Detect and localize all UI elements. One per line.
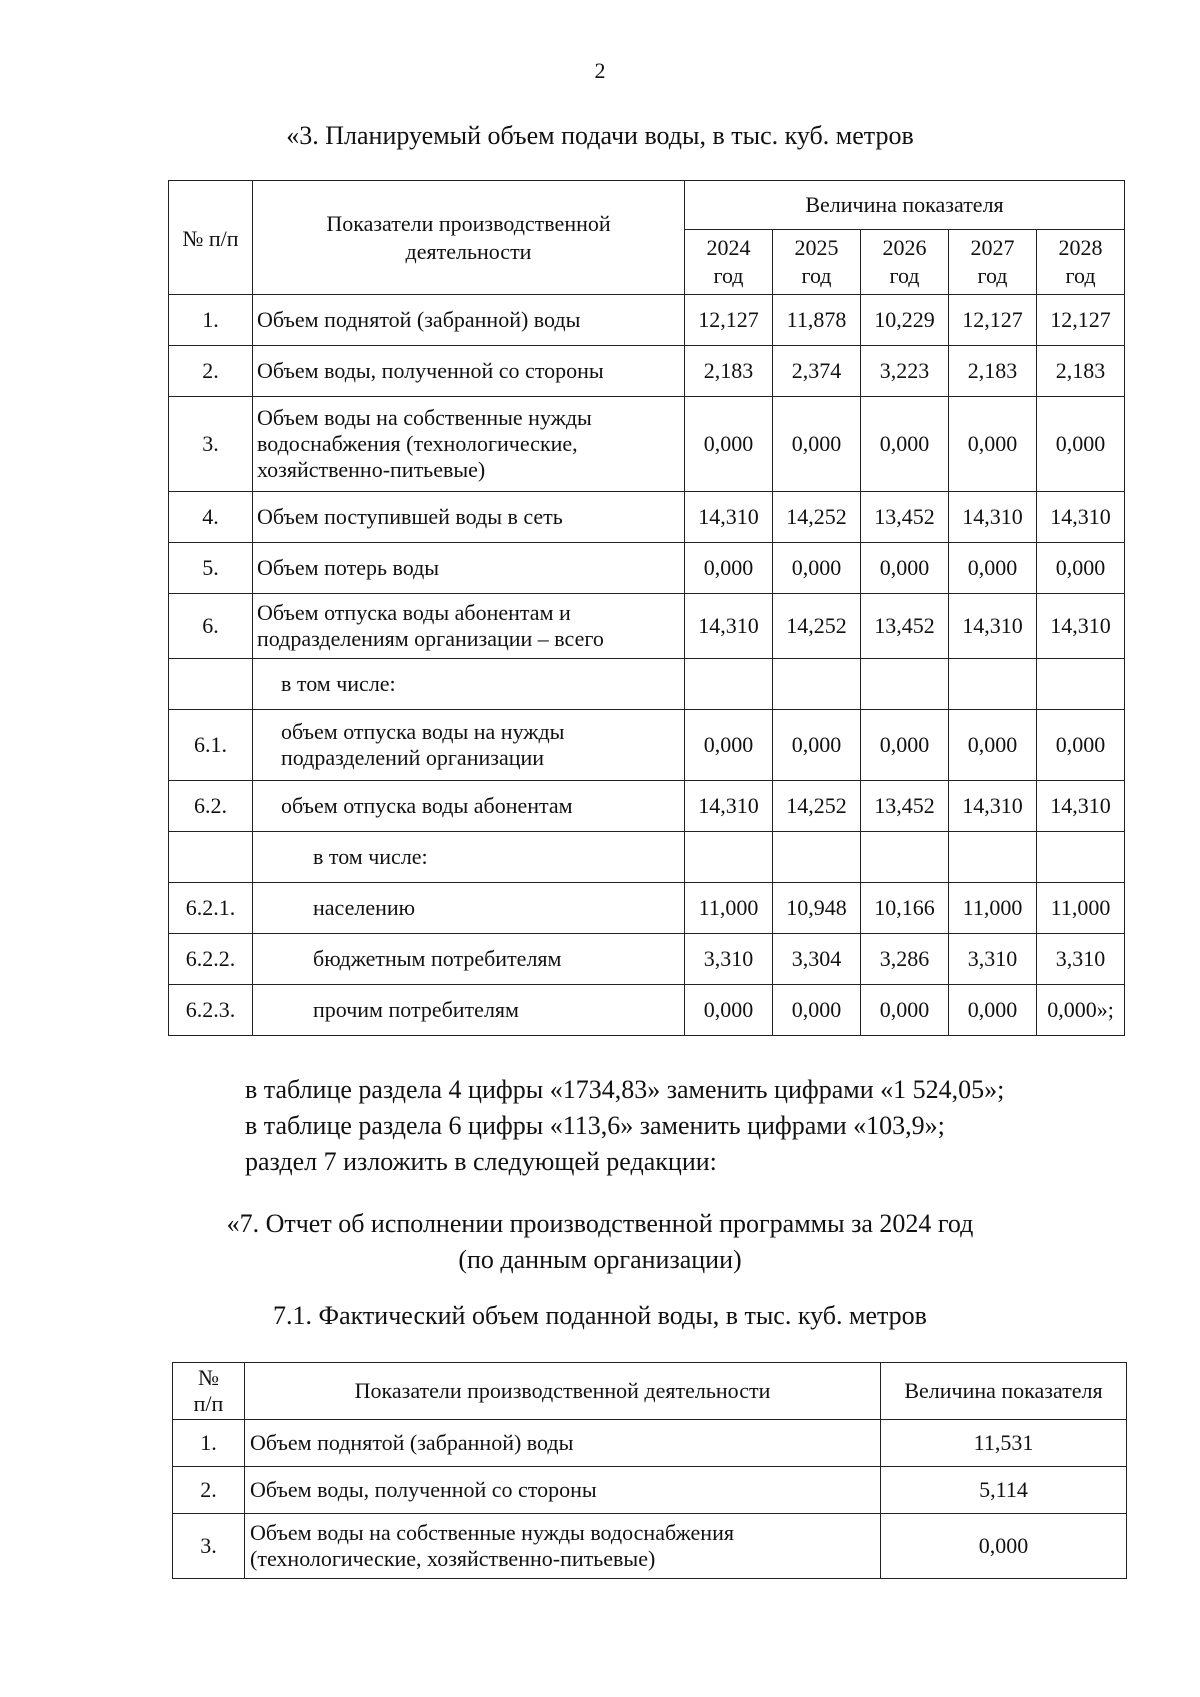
row-num [169, 832, 253, 883]
row-value: 0,000 [861, 397, 949, 492]
row-num: 3. [173, 1514, 245, 1579]
row-label: объем отпуска воды абонентам [253, 781, 685, 832]
row-value: 0,000 [773, 985, 861, 1036]
row-label: населению [253, 883, 685, 934]
header-year: 2025 год [773, 230, 861, 295]
header-indicator: Показатели производственной деятельности [253, 181, 685, 295]
table-row [173, 1420, 1127, 1467]
table-row [169, 883, 1125, 934]
section3-table [168, 180, 1125, 1036]
table-row [169, 710, 1125, 781]
table-header-row [173, 1363, 1127, 1420]
section7-title-sub: (по данным организации) [458, 1245, 742, 1274]
table-row [169, 594, 1125, 659]
row-label: Объем воды на собственные нужды водоснабжения (технологические, хозяйственно-питьевые) [245, 1514, 881, 1579]
header-value-group: Величина показателя [685, 181, 1125, 230]
row-value: 0,000 [861, 543, 949, 594]
row-value: 2,374 [773, 346, 861, 397]
row-value: 13,452 [861, 492, 949, 543]
row-label: прочим потребителям [253, 985, 685, 1036]
row-value: 3,310 [949, 934, 1037, 985]
row-value: 0,000 [949, 397, 1037, 492]
section3-title: «3. Планируемый объем подачи воды, в тыс. куб. метров [286, 121, 914, 150]
table-row [169, 985, 1125, 1036]
row-value [861, 659, 949, 710]
row-value: 0,000 [881, 1514, 1127, 1579]
row-value: 12,127 [685, 295, 773, 346]
table-row [169, 492, 1125, 543]
row-value [685, 832, 773, 883]
table-row [169, 295, 1125, 346]
row-num: 6.1. [169, 710, 253, 781]
table-row [173, 1514, 1127, 1579]
row-label: Объем воды на собственные нужды водоснабжения (технологические, хозяйственно-питьевые) [253, 397, 685, 492]
row-num: 1. [173, 1420, 245, 1467]
row-label: Объем поднятой (забранной) воды [245, 1420, 881, 1467]
row-value [773, 659, 861, 710]
row-label: в том числе: [253, 832, 685, 883]
row-num: 6.2. [169, 781, 253, 832]
row-value: 14,310 [1037, 492, 1125, 543]
row-value: 10,948 [773, 883, 861, 934]
row-label: Объем поступившей воды в сеть [253, 492, 685, 543]
row-value: 5,114 [881, 1467, 1127, 1514]
row-label: Объем воды, полученной со стороны [253, 346, 685, 397]
row-value: 14,310 [685, 781, 773, 832]
row-value: 0,000 [685, 397, 773, 492]
row-value: 0,000 [1037, 710, 1125, 781]
table-row [169, 543, 1125, 594]
row-value: 10,229 [861, 295, 949, 346]
table-row [169, 397, 1125, 492]
row-num: 2. [173, 1467, 245, 1514]
row-value: 11,531 [881, 1420, 1127, 1467]
table-row [173, 1467, 1127, 1514]
row-label: Объем потерь воды [253, 543, 685, 594]
amendment-line: в таблице раздела 6 цифры «113,6» заменить цифрами «103,9»; [245, 1111, 945, 1140]
row-value: 14,310 [949, 492, 1037, 543]
amendment-line: раздел 7 изложить в следующей редакции: [245, 1147, 717, 1176]
row-value: 3,310 [685, 934, 773, 985]
row-num: 6.2.3. [169, 985, 253, 1036]
row-value: 13,452 [861, 781, 949, 832]
row-value: 0,000 [773, 543, 861, 594]
header-value: Величина показателя [881, 1363, 1127, 1420]
row-num [169, 659, 253, 710]
row-value: 0,000 [685, 543, 773, 594]
row-value: 2,183 [685, 346, 773, 397]
row-value: 0,000 [685, 710, 773, 781]
row-value: 11,000 [949, 883, 1037, 934]
row-value: 14,310 [949, 594, 1037, 659]
row-label: Объем поднятой (забранной) воды [253, 295, 685, 346]
row-value: 14,310 [1037, 594, 1125, 659]
table-row [169, 832, 1125, 883]
row-value: 0,000 [685, 985, 773, 1036]
row-value [861, 832, 949, 883]
row-value: 3,286 [861, 934, 949, 985]
row-value: 0,000 [1037, 543, 1125, 594]
table-row [169, 346, 1125, 397]
header-year: 2026 год [861, 230, 949, 295]
row-value: 14,252 [773, 594, 861, 659]
row-num: 5. [169, 543, 253, 594]
row-value: 2,183 [1037, 346, 1125, 397]
row-value: 12,127 [949, 295, 1037, 346]
table-header-row [169, 181, 1125, 230]
row-value: 10,166 [861, 883, 949, 934]
row-label: в том числе: [253, 659, 685, 710]
row-value [773, 832, 861, 883]
row-value [949, 659, 1037, 710]
row-num: 6.2.2. [169, 934, 253, 985]
row-value: 3,223 [861, 346, 949, 397]
row-value: 0,000 [861, 710, 949, 781]
header-year: 2027 год [949, 230, 1037, 295]
row-value [1037, 832, 1125, 883]
row-value: 0,000»; [1037, 985, 1125, 1036]
row-value: 0,000 [773, 397, 861, 492]
table-row [169, 659, 1125, 710]
page-number: 2 [594, 58, 606, 83]
row-value: 0,000 [773, 710, 861, 781]
row-value: 13,452 [861, 594, 949, 659]
row-num: 2. [169, 346, 253, 397]
row-value: 14,310 [685, 594, 773, 659]
section7-1-title: 7.1. Фактический объем поданной воды, в тыс. куб. метров [273, 1301, 927, 1330]
header-num: № п/п [169, 181, 253, 295]
row-value: 0,000 [861, 985, 949, 1036]
row-label: Объем воды, полученной со стороны [245, 1467, 881, 1514]
header-num: № п/п [173, 1363, 245, 1420]
row-value: 0,000 [949, 985, 1037, 1036]
row-value: 0,000 [1037, 397, 1125, 492]
row-value: 14,310 [685, 492, 773, 543]
row-value [1037, 659, 1125, 710]
row-value: 14,310 [949, 781, 1037, 832]
table-row [169, 781, 1125, 832]
row-value [949, 832, 1037, 883]
row-label: бюджетным потребителям [253, 934, 685, 985]
row-value: 2,183 [949, 346, 1037, 397]
row-num: 3. [169, 397, 253, 492]
row-label: Объем отпуска воды абонентам и подразделениям организации – всего [253, 594, 685, 659]
row-value: 14,252 [773, 781, 861, 832]
row-num: 1. [169, 295, 253, 346]
row-value: 11,878 [773, 295, 861, 346]
row-value: 12,127 [1037, 295, 1125, 346]
row-value: 11,000 [1037, 883, 1125, 934]
header-indicator: Показатели производственной деятельности [245, 1363, 881, 1420]
section7-title: «7. Отчет об исполнении производственной программы за 2024 год [226, 1209, 974, 1238]
row-value: 11,000 [685, 883, 773, 934]
amendment-line: в таблице раздела 4 цифры «1734,83» заменить цифрами «1 524,05»; [245, 1075, 1005, 1104]
row-value: 14,252 [773, 492, 861, 543]
header-year: 2024 год [685, 230, 773, 295]
row-value: 3,304 [773, 934, 861, 985]
row-value [685, 659, 773, 710]
row-value: 14,310 [1037, 781, 1125, 832]
row-value: 3,310 [1037, 934, 1125, 985]
row-value: 0,000 [949, 543, 1037, 594]
header-year: 2028 год [1037, 230, 1125, 295]
row-num: 6.2.1. [169, 883, 253, 934]
row-num: 6. [169, 594, 253, 659]
table-row [169, 934, 1125, 985]
row-num: 4. [169, 492, 253, 543]
row-value: 0,000 [949, 710, 1037, 781]
row-label: объем отпуска воды на нужды подразделений организации [253, 710, 685, 781]
section7-table [172, 1362, 1127, 1579]
